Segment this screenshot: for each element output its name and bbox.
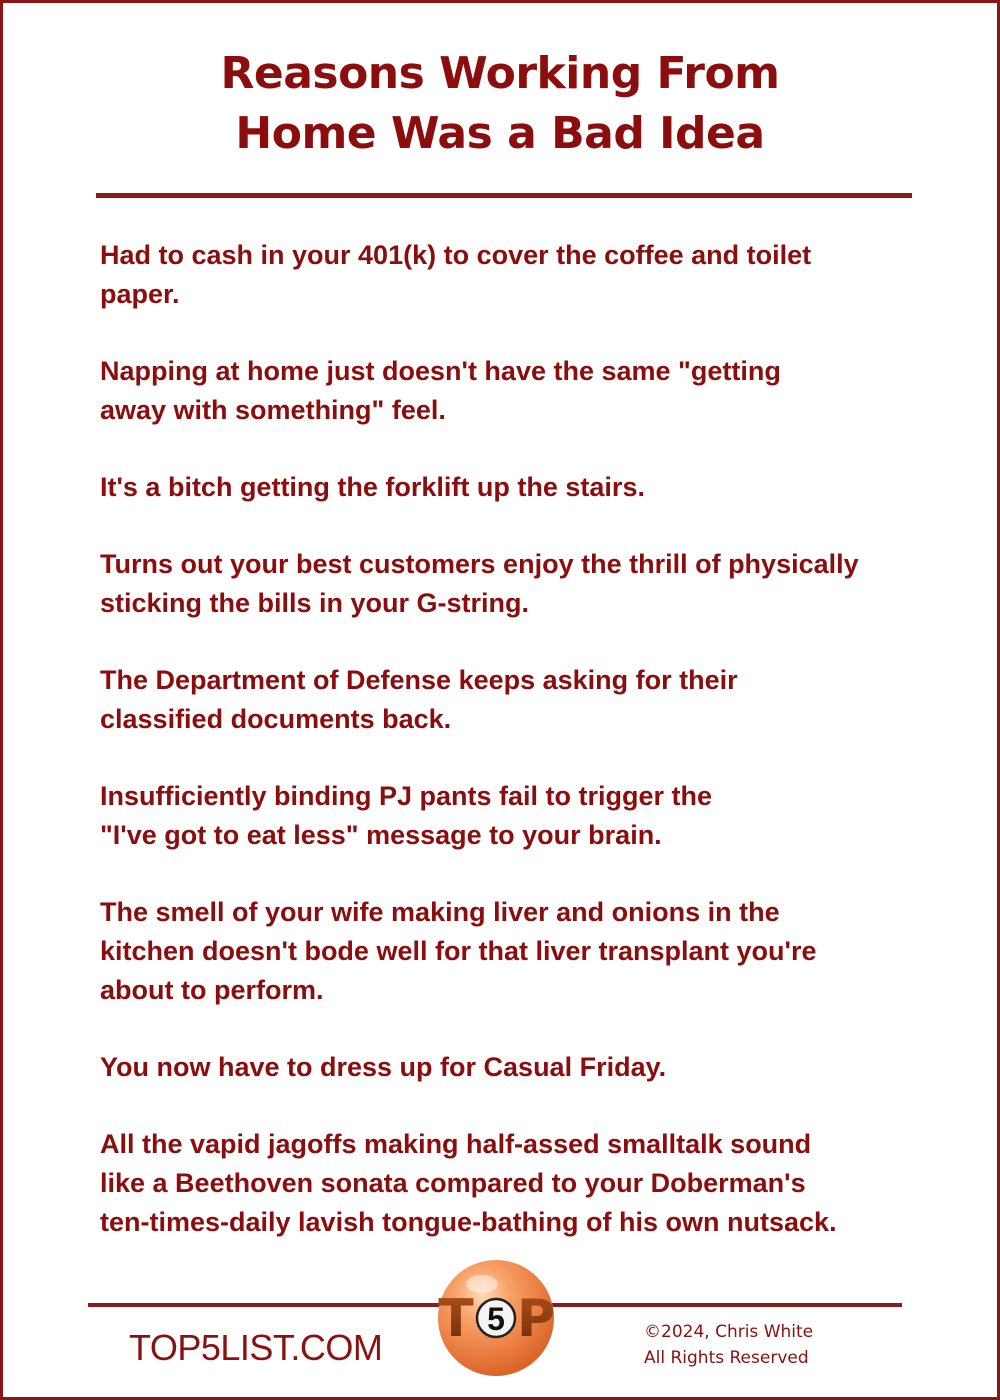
- item-text: away with something" feel.: [100, 395, 446, 425]
- item-text: Napping at home just doesn't have the same "getting: [100, 356, 781, 386]
- item-text: kitchen doesn't bode well for that liver transplant you're: [100, 936, 817, 966]
- item-text: about to perform.: [100, 975, 324, 1005]
- svg-text:T: T: [438, 1289, 474, 1349]
- list-item: [100, 893, 930, 1010]
- top5-logo-icon: [434, 1256, 558, 1380]
- list-item: [100, 1125, 930, 1242]
- item-text: "I've got to eat less" message to your brain.: [100, 820, 662, 850]
- list-item: [100, 352, 930, 430]
- title-line-2: Home Was a Bad Idea: [235, 108, 765, 159]
- list-item: [100, 777, 930, 855]
- list-item: [100, 236, 930, 314]
- copyright-line: ©2024, Chris White: [644, 1322, 814, 1342]
- page-title: [0, 44, 1000, 164]
- item-text: Insufficiently binding PJ pants fail to trigger the: [100, 781, 713, 811]
- item-text: The smell of your wife making liver and onions in the: [100, 897, 780, 927]
- item-text: Had to cash in your 401(k) to cover the coffee and toilet: [100, 240, 812, 270]
- rights-line: All Rights Reserved: [644, 1348, 809, 1368]
- item-text: You now have to dress up for Casual Friday.: [100, 1052, 667, 1082]
- svg-text:P: P: [516, 1289, 556, 1349]
- title-divider: [96, 193, 912, 198]
- item-text: The Department of Defense keeps asking for their: [100, 665, 738, 695]
- title-line-1: Reasons Working From: [220, 48, 780, 99]
- copyright: [644, 1319, 813, 1371]
- item-text: like a Beethoven sonata compared to your Doberman's: [100, 1168, 806, 1198]
- item-text: paper.: [100, 279, 180, 309]
- item-text: It's a bitch getting the forklift up the stairs.: [100, 472, 645, 502]
- list-item: [100, 1048, 930, 1087]
- item-text: All the vapid jagoffs making half-assed smalltalk sound: [100, 1129, 812, 1159]
- svg-text:5: 5: [487, 1301, 505, 1337]
- site-name: TOP5LIST.COM: [129, 1327, 383, 1368]
- item-text: ten-times-daily lavish tongue-bathing of his own nutsack.: [100, 1207, 837, 1237]
- reasons-list: [100, 236, 930, 1280]
- list-item: [100, 468, 930, 507]
- list-item: [100, 545, 930, 623]
- item-text: Turns out your best customers enjoy the thrill of physically: [100, 549, 859, 579]
- item-text: sticking the bills in your G-string.: [100, 588, 530, 618]
- list-item: [100, 661, 930, 739]
- item-text: classified documents back.: [100, 704, 452, 734]
